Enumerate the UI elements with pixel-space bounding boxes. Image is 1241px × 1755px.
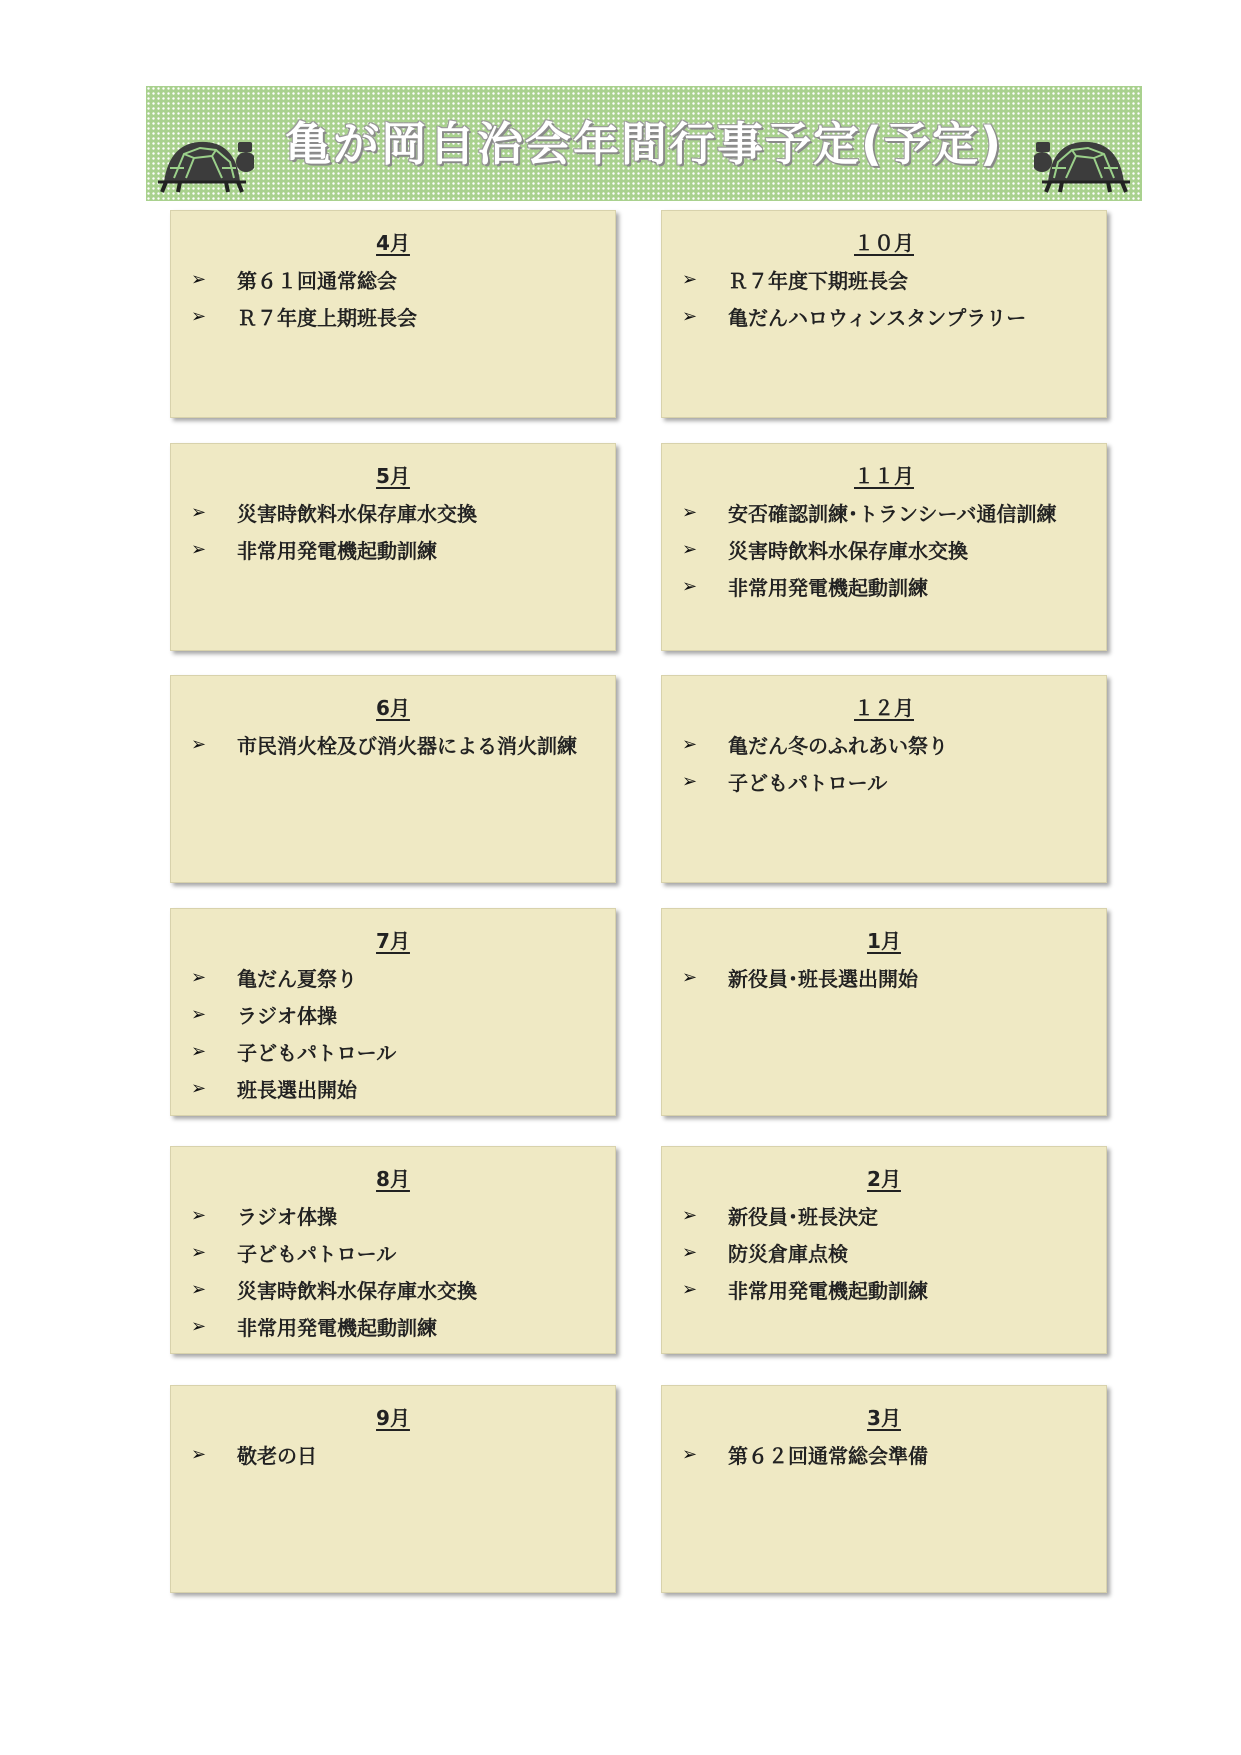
arrow-bullet-icon: ➢ [682,1444,698,1465]
event-item [191,261,417,298]
event-list [682,726,948,800]
event-list [191,1436,317,1473]
event-item [191,1197,477,1234]
event-item [682,1197,928,1234]
month-card [170,675,616,883]
event-item [191,1033,396,1070]
event-item [682,763,948,800]
arrow-bullet-icon: ➢ [682,967,698,988]
event-item [682,1436,928,1473]
event-text: 防災倉庫点検 [728,1242,848,1266]
event-list [682,494,1057,605]
month-label: 1月 [867,929,901,953]
event-text: 災害時飲料水保存庫水交換 [237,1279,477,1303]
title-banner [146,86,1142,201]
event-item [191,1070,396,1107]
arrow-bullet-icon: ➢ [682,576,698,597]
month-card [170,443,616,651]
arrow-bullet-icon: ➢ [191,269,207,290]
month-title [662,1163,1106,1192]
event-text: 子どもパトロール [237,1041,397,1065]
turtle-icon [1034,132,1138,196]
month-label: １０月 [854,231,914,255]
arrow-bullet-icon: ➢ [191,1205,207,1226]
event-item [682,261,1026,298]
event-list [682,1197,928,1308]
event-item [191,1436,317,1473]
month-label: 4月 [376,231,410,255]
arrow-bullet-icon: ➢ [191,1004,207,1025]
arrow-bullet-icon: ➢ [191,306,207,327]
event-item [191,494,477,531]
arrow-bullet-icon: ➢ [682,539,698,560]
month-title [171,227,615,256]
event-text: 非常用発電機起動訓練 [237,539,437,563]
event-item [682,959,918,996]
event-item [682,298,1026,335]
event-text: 新役員･班長決定 [728,1205,878,1229]
event-item [191,959,396,996]
month-card [661,1385,1107,1593]
event-item [682,1271,928,1308]
month-label: 7月 [376,929,410,953]
event-text: 第６１回通常総会 [237,269,397,293]
month-label: 8月 [376,1167,410,1191]
event-item [682,531,1057,568]
event-text: 非常用発電機起動訓練 [237,1316,437,1340]
month-title [662,925,1106,954]
event-item [191,1308,477,1345]
month-title [662,227,1106,256]
arrow-bullet-icon: ➢ [191,967,207,988]
arrow-bullet-icon: ➢ [191,1041,207,1062]
month-title [662,460,1106,489]
arrow-bullet-icon: ➢ [191,1242,207,1263]
event-item [191,996,396,1033]
month-title [171,1163,615,1192]
arrow-bullet-icon: ➢ [682,1242,698,1263]
month-card [661,908,1107,1116]
event-item [191,298,417,335]
arrow-bullet-icon: ➢ [191,734,207,755]
event-item [191,726,577,763]
arrow-bullet-icon: ➢ [682,269,698,290]
month-title [171,925,615,954]
arrow-bullet-icon: ➢ [682,502,698,523]
month-label: １１月 [854,464,914,488]
event-text: 市民消火栓及び消火器による消火訓練 [237,734,577,758]
event-text: 子どもパトロール [728,771,888,795]
event-list [191,1197,477,1345]
event-text: 亀だんハロウィンスタンプラリー [728,306,1027,330]
event-text: 安否確認訓練･トランシーバ通信訓練 [728,502,1057,526]
month-title [662,692,1106,721]
event-item [682,568,1057,605]
month-title [171,1402,615,1431]
month-title [171,460,615,489]
page-title: 亀が岡自治会年間行事予定(予定) [284,117,1004,171]
month-label: 9月 [376,1406,410,1430]
arrow-bullet-icon: ➢ [191,502,207,523]
month-label: 3月 [867,1406,901,1430]
arrow-bullet-icon: ➢ [191,1279,207,1300]
event-text: 子どもパトロール [237,1242,397,1266]
month-label: １２月 [854,696,914,720]
arrow-bullet-icon: ➢ [682,306,698,327]
month-card [170,1385,616,1593]
event-item [682,726,948,763]
event-list [682,261,1026,335]
month-card [661,1146,1107,1354]
month-card [661,675,1107,883]
event-text: 亀だん冬のふれあい祭り [728,734,948,758]
month-card [661,210,1107,418]
event-text: 班長選出開始 [237,1078,357,1102]
month-title [662,1402,1106,1431]
event-text: 新役員･班長選出開始 [728,967,918,991]
event-text: 亀だん夏祭り [237,967,357,991]
event-list [682,1436,928,1473]
event-item [191,1271,477,1308]
event-list [191,959,396,1107]
month-label: 2月 [867,1167,901,1191]
arrow-bullet-icon: ➢ [191,1444,207,1465]
event-list [682,959,918,996]
month-card [170,1146,616,1354]
event-text: 災害時飲料水保存庫水交換 [728,539,968,563]
arrow-bullet-icon: ➢ [191,539,207,560]
event-text: ラジオ体操 [237,1205,337,1229]
event-text: 非常用発電機起動訓練 [728,576,928,600]
event-item [191,1234,477,1271]
event-text: 第６２回通常総会準備 [728,1444,928,1468]
event-item [191,531,477,568]
event-text: 非常用発電機起動訓練 [728,1279,928,1303]
arrow-bullet-icon: ➢ [682,771,698,792]
arrow-bullet-icon: ➢ [682,1279,698,1300]
arrow-bullet-icon: ➢ [191,1078,207,1099]
event-text: 災害時飲料水保存庫水交換 [237,502,477,526]
event-list [191,726,577,763]
event-item [682,494,1057,531]
event-text: 敬老の日 [237,1444,317,1468]
month-label: 5月 [376,464,410,488]
arrow-bullet-icon: ➢ [682,1205,698,1226]
month-card [170,210,616,418]
event-item [682,1234,928,1271]
event-list [191,261,417,335]
arrow-bullet-icon: ➢ [191,1316,207,1337]
event-list [191,494,477,568]
arrow-bullet-icon: ➢ [682,734,698,755]
event-text: Ｒ７年度上期班長会 [237,306,417,330]
month-label: 6月 [376,696,410,720]
event-text: ラジオ体操 [237,1004,337,1028]
month-card [661,443,1107,651]
month-title [171,692,615,721]
event-text: Ｒ７年度下期班長会 [728,269,908,293]
month-card [170,908,616,1116]
